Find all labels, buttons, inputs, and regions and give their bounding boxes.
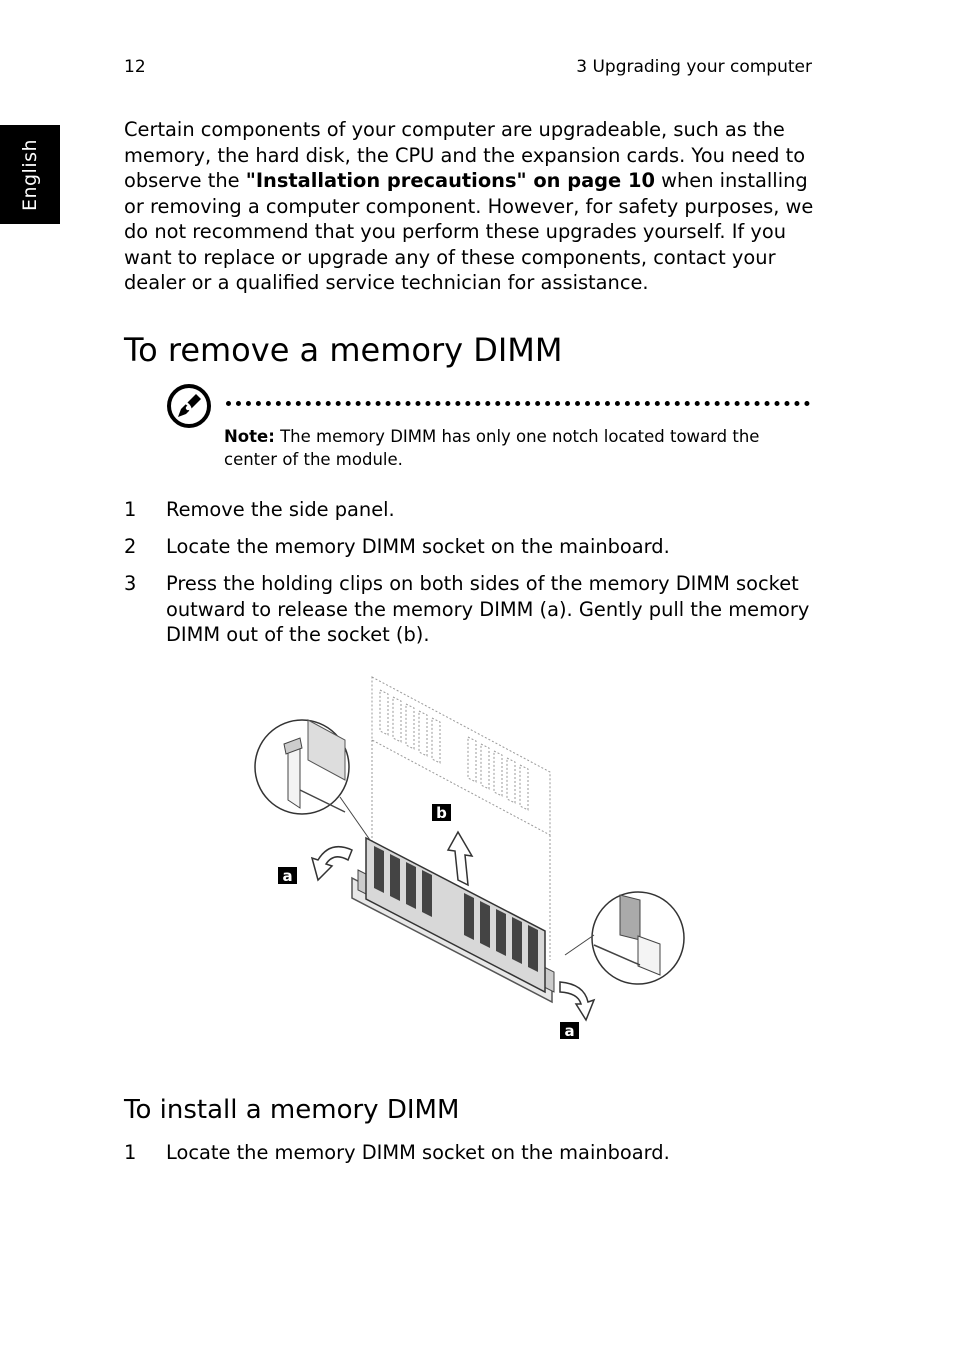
note-text bbox=[224, 425, 814, 471]
list-item bbox=[124, 571, 824, 648]
language-tab bbox=[0, 125, 60, 224]
intro-text-end: when installing or removing a computer component. However, for safety purposes, we do not recommend that you perform these upgrades yourself. If you want to replace or upgrade any of these components, contact your dealer or a qualified service technician for assistance. bbox=[124, 169, 814, 294]
list-item bbox=[124, 497, 824, 523]
remove-steps-list bbox=[124, 497, 824, 659]
step-text: Locate the memory DIMM socket on the mainboard. bbox=[166, 535, 670, 558]
dimm-removal-illustration bbox=[250, 672, 690, 1042]
callout-label-b: b bbox=[436, 804, 447, 822]
remove-dimm-heading: To remove a memory DIMM bbox=[124, 331, 563, 369]
callout-label-a-right: a bbox=[564, 1022, 575, 1040]
intro-text-start: Certain components of your computer are upgradeable, such as the memory, the hard disk, the CPU and the expansion cards. You need to observe the bbox=[124, 118, 806, 192]
step-number: 1 bbox=[124, 498, 137, 521]
install-dimm-heading: To install a memory DIMM bbox=[124, 1095, 460, 1125]
callout-label-a-left: a bbox=[282, 867, 293, 885]
install-steps-list bbox=[124, 1140, 824, 1177]
page-number: 12 bbox=[124, 57, 146, 77]
note-pencil-icon bbox=[166, 383, 212, 429]
language-tab-label: English bbox=[19, 138, 41, 211]
step-text: Press the holding clips on both sides of the memory DIMM socket outward to release the memory DIMM (a). Gently pull the memory DIMM out of the socket (b). bbox=[166, 572, 810, 646]
running-header: 3 Upgrading your computer bbox=[576, 57, 812, 77]
right-clip-detail bbox=[565, 892, 684, 984]
step-number: 2 bbox=[124, 535, 137, 558]
note-body: The memory DIMM has only one notch located toward the center of the module. bbox=[224, 427, 760, 469]
step-number: 1 bbox=[124, 1141, 137, 1164]
list-item bbox=[124, 534, 824, 560]
step-number: 3 bbox=[124, 572, 137, 595]
pull-up-arrow-icon bbox=[448, 832, 472, 885]
list-item bbox=[124, 1140, 824, 1166]
left-clip-detail bbox=[255, 720, 370, 840]
step-text: Remove the side panel. bbox=[166, 498, 395, 521]
step-text: Locate the memory DIMM socket on the mainboard. bbox=[166, 1141, 670, 1164]
intro-paragraph bbox=[124, 117, 814, 296]
release-arrow-left-icon bbox=[312, 847, 352, 880]
installation-precautions-link[interactable]: "Installation precautions" on page 10 bbox=[245, 169, 655, 192]
note-label: Note: bbox=[224, 427, 275, 446]
note-divider bbox=[226, 401, 810, 406]
release-arrow-right-icon bbox=[560, 982, 594, 1020]
